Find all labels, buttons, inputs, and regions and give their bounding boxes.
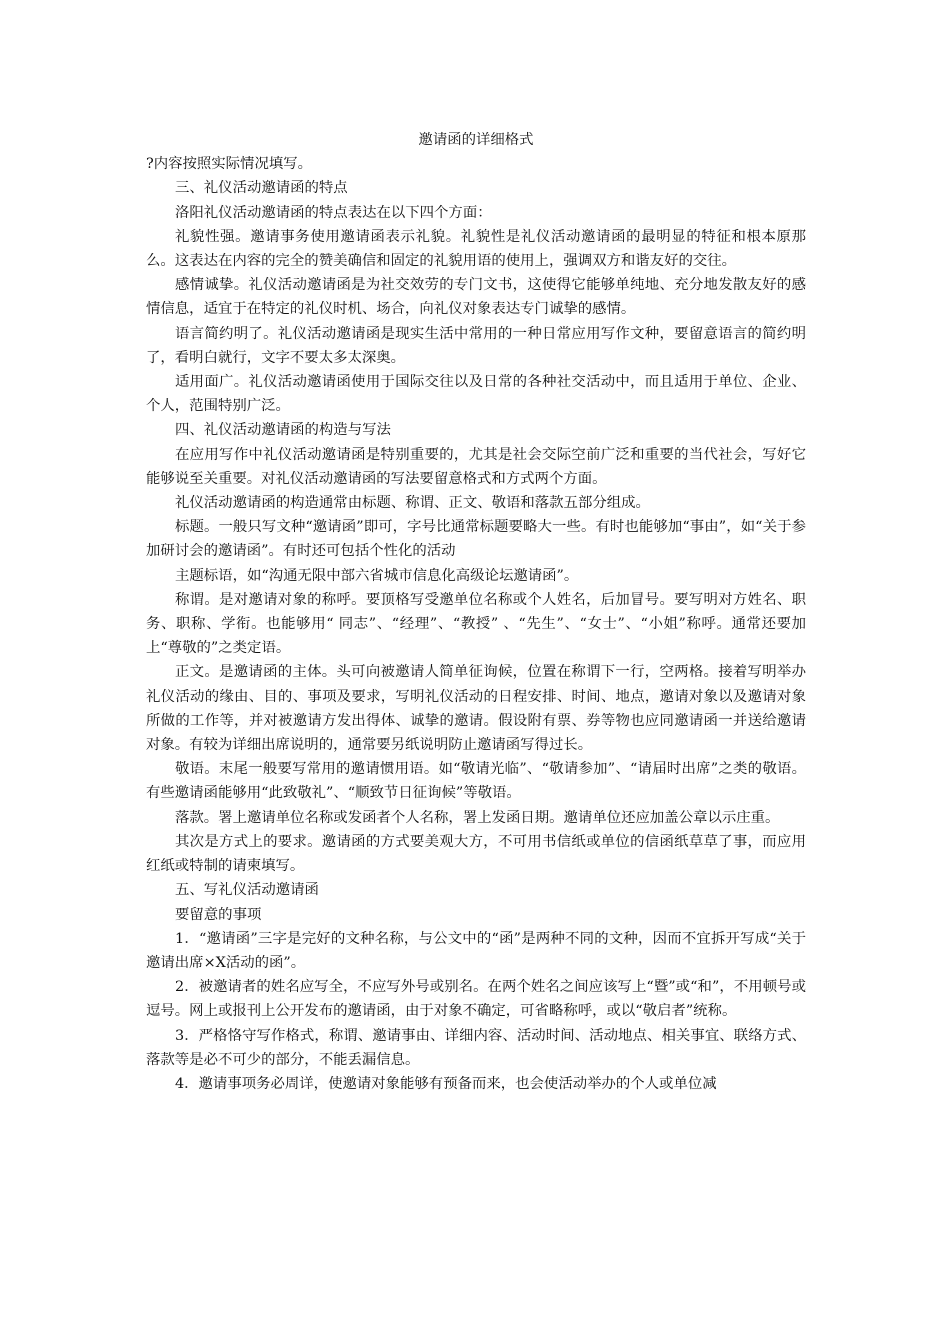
paragraph: ?内容按照实际情况填写。 xyxy=(146,156,313,173)
paragraph: 洛阳礼仪活动邀请函的特点表达在以下四个方面： xyxy=(175,204,492,221)
paragraph: 其次是方式上的要求。邀请函的方式要美观大方，不可用书信纸或单位的信函纸草草了事，而应用红纸或特制的请柬填写。 xyxy=(146,833,806,875)
paragraph: 在应用写作中礼仪活动邀请函是特别重要的，尤其是社会交际空前广泛和重要的当代社会，写好它能够说至关重要。对礼仪活动邀请函的写法要留意格式和方式两个方面。 xyxy=(146,446,806,487)
paragraph: 礼仪活动邀请函的构造通常由标题、称谓、正文、敬语和落款五部分组成。 xyxy=(175,495,650,512)
paragraph: 1．“邀请函”三字是完好的文种名称，与公文中的“函”是两种不同的文种，因而不宜拆开写成“关于邀请出席×X活动的函”。 xyxy=(146,930,806,971)
paragraph: 要留意的事项 xyxy=(175,906,262,923)
paragraph: 感情诚挚。礼仪活动邀请函是为社交效劳的专门文书，这使得它能够单纯地、充分地发散友好的感情信息，适宜于在特定的礼仪时机、场合，向礼仪对象表达专门诚挚的感情。 xyxy=(146,277,806,318)
document-body xyxy=(146,128,806,1096)
paragraph: 标题。一般只写文种“邀请函”即可，字号比通常标题要略大一些。有时也能够加“事由”，如“关于参加研讨会的邀请函”。有时还可包括个性化的活动 xyxy=(146,519,806,560)
paragraph: 礼貌性强。邀请事务使用邀请函表示礼貌。礼貌性是礼仪活动邀请函的最明显的特征和根本原那么。这表达在内容的完全的赞美确信和固定的礼貌用语的使用上，强调双方和谐友好的交往。 xyxy=(146,228,806,270)
paragraph: 3．严格恪守写作格式，称谓、邀请事由、详细内容、活动时间、活动地点、相关事宜、联络方式、落款等是必不可少的部分，不能丢漏信息。 xyxy=(146,1027,806,1068)
paragraph: 4．邀请事项务必周详，使邀请对象能够有预备而来，也会使活动举办的个人或单位减 xyxy=(175,1075,717,1092)
paragraph: 四、礼仪活动邀请函的构造与写法 xyxy=(175,422,391,439)
paragraph: 语言简约明了。礼仪活动邀请函是现实生活中常用的一种日常应用写作文种，要留意语言的简约明了，看明白就行，文字不要太多太深奥。 xyxy=(146,325,806,366)
paragraph: 三、礼仪活动邀请函的特点 xyxy=(175,180,348,197)
document-title: 邀请函的详细格式 xyxy=(418,132,534,148)
paragraph: 正文。是邀请函的主体。头可向被邀请人简单征询候，位置在称谓下一行，空两格。接着写明举办礼仪活动的缘由、目的、事项及要求，写明礼仪活动的日程安排、时间、地点，邀请对象以及邀请对象所做的工作等，并对被邀请方发出得体、诚挚的邀请。假设附有票、券等物也应同邀请函一并送给邀请对象。有较为详细出席说明的，通常要另纸说明防止邀请函写得过长。 xyxy=(146,664,806,754)
paragraph: 敬语。末尾一般要写常用的邀请惯用语。如“敬请光临”、“敬请参加”、“请届时出席”之类的敬语。有些邀请函能够用“此致敬礼”、“顺致节日征询候”等敬语。 xyxy=(146,761,806,802)
paragraph: 2．被邀请者的姓名应写全，不应写外号或别名。在两个姓名之间应该写上“暨”或“和”，不用顿号或逗号。网上或报刊上公开发布的邀请函，由于对象不确定，可省略称呼，或以“敬启者”统称。 xyxy=(146,979,806,1020)
paragraph: 称谓。是对邀请对象的称呼。要顶格写受邀单位名称或个人姓名，后加冒号。要写明对方姓名、职务、职称、学衔。也能够用“ 同志”、“经理”、“教授” 、“先生”、“女士”、“小姐”称呼。通常还要加上“尊敬的”之类定语。 xyxy=(146,591,806,657)
paragraph-list xyxy=(146,152,806,1096)
paragraph: 五、写礼仪活动邀请函 xyxy=(175,882,319,899)
paragraph: 落款。署上邀请单位名称或发函者个人名称，署上发函日期。邀请单位还应加盖公章以示庄重。 xyxy=(175,809,780,826)
paragraph: 适用面广。礼仪活动邀请函使用于国际交往以及日常的各种社交活动中，而且适用于单位、企业、个人，范围特别广泛。 xyxy=(146,374,806,415)
paragraph: 主题标语，如“沟通无限中部六省城市信息化高级论坛邀请函”。 xyxy=(175,567,579,584)
